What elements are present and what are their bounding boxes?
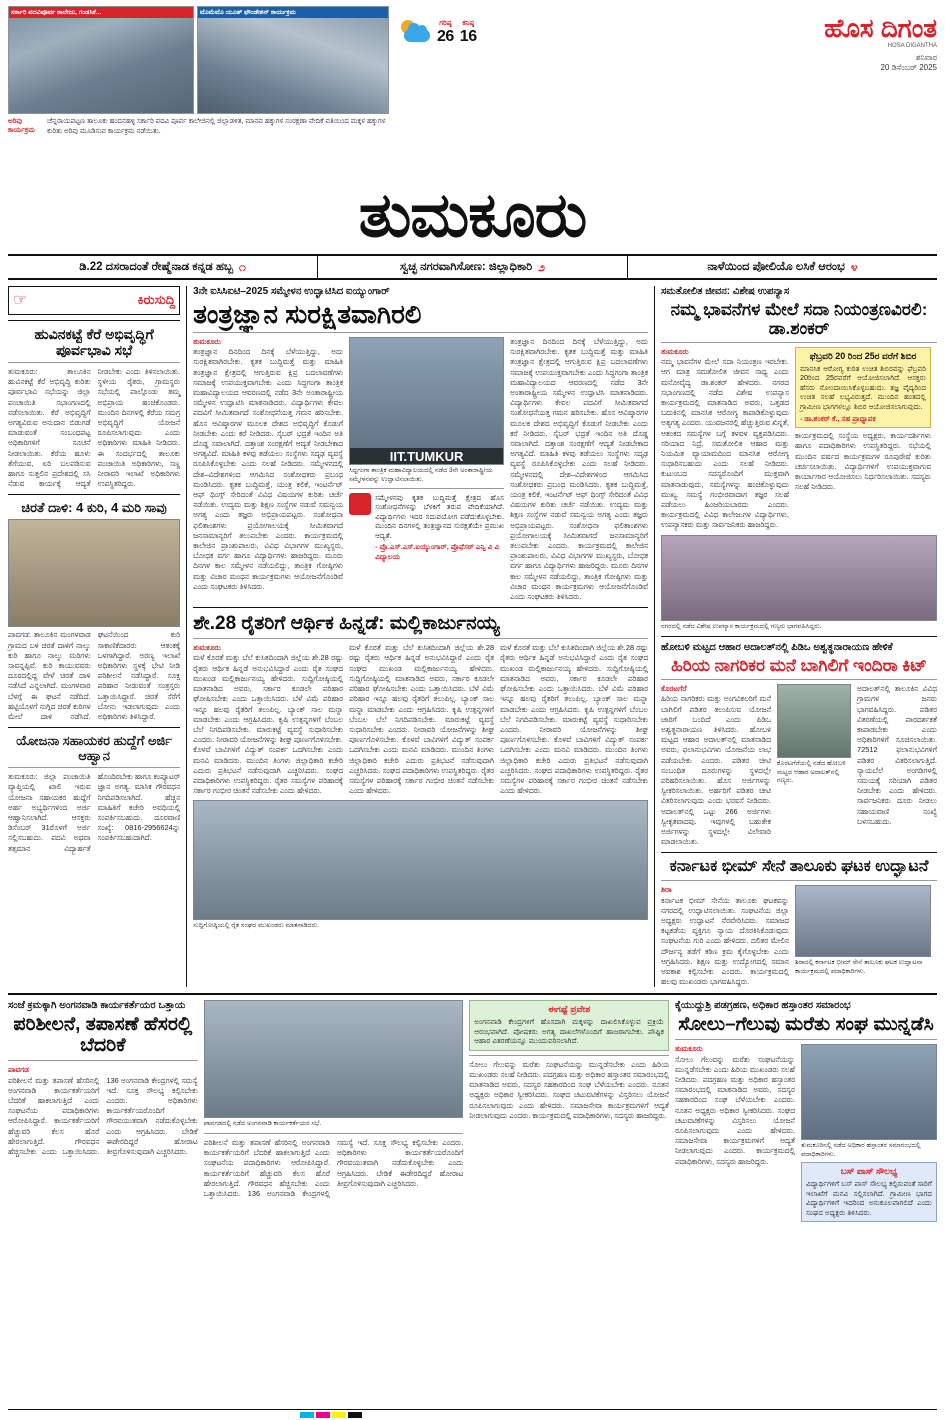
bhim-sene-headline: ಕರ್ನಾಟಕ ಭೀಮ್ ಸೇನೆ ತಾಲೂಕು ಘಟಕ ಉದ್ಘಾಟನೆ — [669, 858, 929, 876]
shankar-story-highlight-credit: - ಡಾ.ಶಂಕರ್ ಕೆ., ಸಹ ಪ್ರಾಧ್ಯಾಪಕ — [800, 413, 876, 423]
masthead-photo-block — [8, 6, 393, 136]
masthead-photo-2-caption: ಟೊಮೆಟೊ ಯೂತ್ ಫೌಂಡೇಶನ್ ಕಾರ್ಯಕ್ರಮ — [198, 7, 388, 18]
masthead-photo-1-caption: ಸರ್ಕಾರಿ ಪದವಿಪೂರ್ವ ಕಾಲೇಜು, ಗಂಡಸಿಕೆ... — [9, 7, 193, 18]
temp-min — [460, 20, 477, 46]
bhim-sene-body: ಕರ್ನಾಟಕ ಭೀಮ್ ಸೇನೆಯ ತಾಲೂಕು ಘಟಕವನ್ನು ನಗರದಲ್ಲಿ ಉದ್ಘಾಟಿಸಲಾಯಿತು. ಸಂಘಟನೆಯ ಜಿಲ್ಲಾ ಅಧ್ಯಕ್ಷರು ಉದ್ಘಾಟನೆ ನೆರವೇರಿಸಿದರು. ಸಮಾಜದ ಕಟ್ಟಕಡೆಯ ವ್ಯಕ್ತಿಗೂ ನ್ಯಾಯ ದೊರಕಿಸಿಕೊಡುವುದು ಸಂಘಟನೆಯ ಗುರಿ ಎಂದು ಹೇಳಿದರು. ದಲಿತರ ಮೇಲಿನ ದೌರ್ಜನ್ಯ ತಡೆಗೆ ಕಠಿಣ ಕ್ರಮ ಕೈಗೊಳ್ಳಬೇಕು ಎಂದು ಆಗ್ರಹಿಸಿದರು. ಶಿಕ್ಷಣ ಮತ್ತು ಉದ್ಯೋಗದಲ್ಲಿ ಸಮಾನ ಅವಕಾಶ ಕಲ್ಪಿಸಬೇಕು ಎಂದರು. ಕಾರ್ಯಕ್ರಮದಲ್ಲಿ ಹಲವು ಮುಖಂಡರು ಭಾಗವಹಿಸಿದ್ದರು. — [661, 895, 789, 987]
brand-name-latin: HOSA DIGANTHA — [887, 43, 937, 49]
index-item-2-page: ೨ — [538, 259, 545, 274]
masthead-date: 20 ಡಿಸೆಂಬರ್ 2025 — [880, 63, 937, 72]
lead-column — [193, 286, 648, 987]
anganwadi-greenbox-title: ಈಗಷ್ಟೆ ಪ್ರವೇಶ — [548, 1004, 591, 1015]
indira-kit-photo — [777, 684, 851, 758]
indira-kit-headline: ಹಿರಿಯ ನಾಗರಿಕರ ಮನೆ ಬಾಗಿಲಿಗೆ ಇಂದಿರಾ ಕಿಟ್ — [671, 656, 927, 676]
anganwadi-body-cont: ಪರಿಶೀಲನೆ ಮತ್ತು ತಪಾಸಣೆ ಹೆಸರಿನಲ್ಲಿ ಅಂಗನವಾಡಿ ಕಾರ್ಯಕರ್ತೆಯರಿಗೆ ಬೆದರಿಕೆ ಹಾಕಲಾಗುತ್ತಿದೆ ಎಂದು ಸಂಘಟನೆಯ ಪದಾಧಿಕಾರಿಗಳು ಆರೋಪಿಸಿದ್ದಾರೆ. ಕಾರ್ಯಕರ್ತೆಯರಿಗೆ ಹೆಚ್ಚುವರಿ ಕೆಲಸ ಹೊರೆ ಹೇರಲಾಗುತ್ತಿದೆ. ಗೌರವಧನ ಹೆಚ್ಚಿಸಬೇಕು ಎಂದು ಒತ್ತಾಯಿಸಿದರು. 136 ಅಂಗನವಾಡಿ ಕೇಂದ್ರಗಳಲ್ಲಿ ಸಮಸ್ಯೆ ಇದೆ. ಸೂಕ್ತ ಸೌಲಭ್ಯ ಕಲ್ಪಿಸಬೇಕು ಎಂದರು. ಅಧಿಕಾರಿಗಳು ಕಾರ್ಯಕರ್ತೆಯರೊಂದಿಗೆ ಗೌರವಯುತವಾಗಿ ನಡೆದುಕೊಳ್ಳಬೇಕು ಎಂದು ಆಗ್ರಹಿಸಿದರು. ಬೇಡಿಕೆ ಈಡೇರದಿದ್ದರೆ ಹೋರಾಟ ತೀವ್ರಗೊಳಿಸುವುದಾಗಿ ಎಚ್ಚರಿಸಿದರು. — [203, 1137, 464, 1198]
handover-body: ಸೋಲು ಗೆಲುವನ್ನು ಮರೆತು ಸಂಘಟನೆಯನ್ನು ಮುನ್ನಡೆಸಬೇಕು ಎಂದು ಹಿರಿಯ ಮುಖಂಡರು ಸಲಹೆ ನೀಡಿದರು. ಪದಗ್ರಹಣ ಮತ್ತು ಅಧಿಕಾರ ಹಸ್ತಾಂತರ ಸಮಾರಂಭದಲ್ಲಿ ಮಾತನಾಡಿದ ಅವರು, ಸದಸ್ಯರ ಸಹಕಾರದಿಂದ ಸಂಘ ಬೆಳೆಯಬೇಕು ಎಂದರು. ನೂತನ ಅಧ್ಯಕ್ಷರು ಅಧಿಕಾರ ಸ್ವೀಕರಿಸಿದರು. ಸಂಘದ ಚಟುವಟಿಕೆಗಳನ್ನು ವಿಸ್ತರಿಸಲು ಯೋಜನೆ ರೂಪಿಸಲಾಗುವುದು ಎಂದು ಹೇಳಿದರು. ಸಮಾಜಸೇವಾ ಕಾರ್ಯಕ್ರಮಗಳಿಗೆ ಆದ್ಯತೆ ನೀಡಲಾಗುವುದು ಎಂದರು. ಕಾರ್ಯಕ್ರಮದಲ್ಲಿ ಪದಾಧಿಕಾರಿಗಳು, ಸದಸ್ಯರು ಹಾಜರಿದ್ದರು. — [674, 1054, 795, 1166]
sidebar-story-3-headline: ಯೋಜನಾ ಸಹಾಯಕರ ಹುದ್ದೆಗೆ ಅರ್ಜಿ ಆಹ್ವಾನ — [16, 733, 173, 764]
bhim-sene-photo-caption: ಶಿರಾದಲ್ಲಿ ಕರ್ನಾಟಕ ಭೀಮ್ ಸೇನೆ ತಾಲೂಕು ಘಟಕ ಉದ್ಘಾಟನಾ ಕಾರ್ಯಕ್ರಮದಲ್ಲಿ ಪದಾಧಿಕಾರಿಗಳು. — [795, 959, 923, 975]
index-item-1[interactable] — [8, 256, 317, 278]
lead-story-dateline: ತುಮಕೂರು — [193, 337, 221, 346]
masthead-caption-text: ಚೆನ್ನರಾಯಪಟ್ಟಣ ತಾಲೂಕು ಹಂದನಹಳ್ಳಿ ಸರ್ಕಾರಿ ಪದವಿ ಪೂರ್ವ ಕಾಲೇಜಿನಲ್ಲಿ ಜಿಲ್ಲಾಡಳಿತ, ಮಾನವ ಹಕ್ಕುಗಳ ಸಂರಕ್ಷಣಾ ವೇದಿಕೆ ವತಿಯಿಂದ ಮಕ್ಕಳ ಹಕ್ಕುಗಳ ಕುರಿತು ಅರಿವು ಮೂಡಿಸುವ ಕಾರ್ಯಕ್ರಮ ನಡೆಯಿತು. — [47, 118, 386, 135]
masthead-caption-row — [8, 117, 393, 136]
anganwadi-greenbox-body: ಅಂಗನವಾಡಿ ಕೇಂದ್ರಗಳಿಗೆ ಹೊಸದಾಗಿ ಮಕ್ಕಳನ್ನು ದಾಖಲಿಸಿಕೊಳ್ಳುವ ಪ್ರಕ್ರಿಯೆ ಆರಂಭವಾಗಿದೆ. ಪೋಷಕರು ಅಗತ್ಯ ದಾಖಲೆಗಳೊಂದಿಗೆ ಹಾಜರಾಗಬೇಕು. ಪೌಷ್ಟಿಕ ಆಹಾರ ವಿತರಣೆಯನ್ನೂ ಮುಂದುವರಿಸಲಾಗಿದೆ. — [474, 1017, 664, 1046]
temp-max-label: ಗರಿಷ್ಠ — [439, 20, 452, 27]
temp-min-value: 16 — [459, 28, 477, 45]
index-bar — [8, 254, 937, 280]
main-content — [8, 286, 937, 987]
bhim-sene-photo — [795, 885, 931, 957]
index-item-1-page: ೧ — [239, 259, 246, 274]
kirusuddi-title: ಕಿರುಸುದ್ದಿ — [137, 292, 176, 307]
index-item-3-page: ೪ — [850, 259, 858, 274]
bus-pass-box-title: ಬಸ್ ಪಾಸ್ ಸೌಲಭ್ಯ — [840, 1166, 898, 1177]
lead-story-headline: ತಂತ್ರಜ್ಞಾನ ಸುರಕ್ಷಿತವಾಗಿರಲಿ — [193, 299, 422, 329]
lead-story-photo — [349, 337, 504, 465]
lead-story-photo-banner: IIT.TUMKUR — [350, 448, 503, 464]
lead-story-kicker: 3ನೇ ಐಸಿಸಿಐಟಿ–2025 ಸಮ್ಮೇಳನ ಉದ್ಘಾಟಿಸಿದ ಐಯ್ಯುಂಗಾರ್ — [193, 286, 390, 297]
temp-max-value: 26 — [437, 28, 454, 45]
sidebar-story-1-body: ತುಮಕೂರು: ತಾಲೂಕಿನ ಹುವಿನಕಟ್ಟೆ ಕೆರೆ ಅಭಿವೃದ್ಧಿ ಕುರಿತು ಪೂರ್ವಭಾವಿ ಸಭೆಯನ್ನು ಜಿಲ್ಲಾ ಪಂಚಾಯಿತಿ ಸಭಾಂಗಣದಲ್ಲಿ ನಡೆಸಲಾಯಿತು. ಕೆರೆ ಅಭಿವೃದ್ಧಿಗೆ ಅಗತ್ಯವಿರುವ ಅನುದಾನ ಬಿಡುಗಡೆ ಮಾಡುವಂತೆ ಸಂಬಂಧಪಟ್ಟ ಅಧಿಕಾರಿಗಳಿಗೆ ಸೂಚನೆ ನೀಡಲಾಯಿತು. ಕೆರೆಯ ಹೂಳು ತೆಗೆಯುವ, ಏರಿ ಬಲಪಡಿಸುವ ಹಾಗೂ ಸುತ್ತಲಿನ ಪ್ರದೇಶದಲ್ಲಿ ಸಸಿ ನೆಡುವ ಕಾರ್ಯಕ್ಕೆ ಆದ್ಯತೆ ನೀಡಬೇಕು ಎಂದು ತಿಳಿಸಲಾಯಿತು. ಸ್ಥಳೀಯ ರೈತರು, ಗ್ರಾಮಸ್ಥರು ಸಭೆಯಲ್ಲಿ ಪಾಲ್ಗೊಂಡು ತಮ್ಮ ಅಭಿಪ್ರಾಯ ಹಂಚಿಕೊಂಡರು. ಮುಂದಿನ ದಿನಗಳಲ್ಲಿ ಕೆರೆಯ ಸಮಗ್ರ ಅಭಿವೃದ್ಧಿಗೆ ಯೋಜನೆ ರೂಪಿಸಲಾಗುವುದು ಎಂದು ಅಧಿಕಾರಿಗಳು ಮಾಹಿತಿ ನೀಡಿದರು. ಈ ಸಂದರ್ಭದಲ್ಲಿ ತಾಲೂಕು ಪಂಚಾಯಿತಿ ಅಧಿಕಾರಿಗಳು, ಸಣ್ಣ ನೀರಾವರಿ ಇಲಾಖೆ ಅಧಿಕಾರಿಗಳು ಉಪಸ್ಥಿತರಿದ್ದರು. — [8, 367, 181, 489]
index-item-2[interactable] — [317, 256, 627, 278]
shankar-story-highlight-title: ಫೆಬ್ರವರಿ 20 ರಿಂದ 25ರ ವರೆಗೆ ಶಿಬಿರ — [809, 351, 917, 361]
brand-name: ಹೊಸ ದಿಗಂತ — [824, 13, 937, 43]
bottom-left-col2 — [204, 1000, 464, 1222]
footer-rule — [8, 1409, 937, 1410]
lead-story-quote-attribution: - ಪ್ರೊ.ಎಸ್.ಎಸ್.ಐಯ್ಯುಂಗಾರ್, ಪ್ರೊಫೆಸರ್ ಎನ್ವಿ ವಿ ವಿ ವಿದ್ಯಾಲಯ — [375, 542, 500, 562]
sidebar-column — [8, 286, 180, 987]
bus-pass-box-body: ವಿದ್ಯಾರ್ಥಿಗಳಿಗೆ ಬಸ್ ಪಾಸ್ ಸೌಲಭ್ಯ ಕಲ್ಪಿಸುವಂತೆ ಸಾರಿಗೆ ಇಲಾಖೆಗೆ ಮನವಿ ಸಲ್ಲಿಸಲಾಗಿದೆ. ಗ್ರಾಮೀಣ ಭಾಗದ ವಿದ್ಯಾರ್ಥಿಗಳಿಗೆ ಇದರಿಂದ ಅನುಕೂಲವಾಗಲಿದೆ ಎಂದು ಸಂಘದ ಅಧ್ಯಕ್ಷರು ತಿಳಿಸಿದರು. — [805, 1179, 932, 1217]
masthead-brand-block — [525, 6, 937, 73]
weather-block — [399, 6, 519, 50]
sidebar-story-2-headline: ಚಿರತೆ ದಾಳಿ: 4 ಕುರಿ, 4 ಮರಿ ಸಾವು — [21, 500, 167, 516]
shankar-story-highlight-body: ಮಾನಸಿಕ ಆರೋಗ್ಯ ಕುರಿತ ಉಚಿತ ಶಿಬಿರವನ್ನು ಫೆಬ್ರವರಿ 20ರಿಂದ 25ರವರೆಗೆ ಆಯೋಜಿಸಲಾಗಿದೆ. ಆಸಕ್ತರು ಹೆಸರು ನೋಂದಾಯಿಸಿಕೊಳ್ಳಬಹುದು. ತಜ್ಞ ವೈದ್ಯರಿಂದ ಉಚಿತ ಸಲಹೆ ಲಭ್ಯವಿರುತ್ತದೆ. ಮುಂದಿನ ಹಂತದಲ್ಲಿ ಗ್ರಾಮೀಣ ಭಾಗಗಳಲ್ಲೂ ಶಿಬಿರ ಆಯೋಜಿಸಲಾಗುವುದು. — [800, 363, 926, 411]
cmyk-registration-marks — [300, 1412, 362, 1418]
shankar-story-highlight-box — [795, 347, 931, 428]
index-item-3-text: ನಾಳೆಯಿಂದ ಪೋಲಿಯೊ ಲಸಿಕೆ ಆರಂಭ — [707, 260, 845, 273]
anganwadi-greenbox — [469, 1000, 669, 1050]
lead-story-body-col1: ತಂತ್ರಜ್ಞಾನ ದಿನದಿಂದ ದಿನಕ್ಕೆ ಬೆಳೆಯುತ್ತಿದ್ದು, ಅದು ಸುರಕ್ಷಿತವಾಗಿರಬೇಕು. ಕೃತಕ ಬುದ್ಧಿಮತ್ತೆ ಮತ್ತು ಮಾಹಿತಿ ತಂತ್ರಜ್ಞಾನ ಕ್ಷೇತ್ರದಲ್ಲಿ ಆಗುತ್ತಿರುವ ಕ್ಷಿಪ್ರ ಬದಲಾವಣೆಗಳು ಸಮಾಜಕ್ಕೆ ಉಪಯುಕ್ತವಾಗಬೇಕು ಎಂದು ಸಿದ್ಧಗಂಗಾ ತಾಂತ್ರಿಕ ಮಹಾವಿದ್ಯಾಲಯದ ಆವರಣದಲ್ಲಿ ನಡೆದ 3ನೇ ಅಂತಾರಾಷ್ಟ್ರೀಯ ಸಮ್ಮೇಳನ ಉದ್ಘಾಟಿಸಿ ಮಾತನಾಡಿದರು. ವಿದ್ಯಾರ್ಥಿಗಳು ಕೇವಲ ಪದವಿಗೆ ಸೀಮಿತವಾಗದೆ ಸಂಶೋಧನೆಯತ್ತ ಗಮನ ಹರಿಸಬೇಕು. ಹೊಸ ಆವಿಷ್ಕಾರಗಳ ಮೂಲಕ ದೇಶದ ಅಭಿವೃದ್ಧಿಗೆ ಕೊಡುಗೆ ನೀಡಬೇಕು ಎಂದು ಕರೆ ನೀಡಿದರು. ಸೈಬರ್ ಭದ್ರತೆ ಇಂದಿನ ಅತಿ ದೊಡ್ಡ ಸವಾಲಾಗಿದೆ. ದತ್ತಾಂಶ ಸಂರಕ್ಷಣೆಗೆ ಆದ್ಯತೆ ನೀಡಬೇಕಾದ ಅಗತ್ಯವಿದೆ. ಮಾಹಿತಿ ಕಳವು ತಡೆಯಲು ಸಂಸ್ಥೆಗಳು ಸದೃಢ ವ್ಯವಸ್ಥೆ ರೂಪಿಸಿಕೊಳ್ಳಬೇಕು ಎಂದು ಸಲಹೆ ನೀಡಿದರು. ಸಮ್ಮೇಳನದಲ್ಲಿ ದೇಶ–ವಿದೇಶಗಳಿಂದ ಆಗಮಿಸಿದ ಸಂಶೋಧಕರು ಪ್ರಬಂಧ ಮಂಡಿಸಿದರು. ಕೃತಕ ಬುದ್ಧಿಮತ್ತೆ, ಯಂತ್ರ ಕಲಿಕೆ, ಇಂಟರ್ನೆಟ್ ಆಫ್ ಥಿಂಗ್ಸ್ ಸೇರಿದಂತೆ ವಿವಿಧ ವಿಷಯಗಳ ಕುರಿತು ಚರ್ಚೆ ನಡೆಯಿತು. ಉದ್ಯಮ ಮತ್ತು ಶಿಕ್ಷಣ ಸಂಸ್ಥೆಗಳ ನಡುವೆ ಸಮನ್ವಯ ಅಗತ್ಯ ಎಂದು ತಜ್ಞರು ಅಭಿಪ್ರಾಯಪಟ್ಟರು. ಸಂಶೋಧನಾ ಫಲಿತಾಂಶಗಳು ಪ್ರಯೋಗಾಲಯಕ್ಕೆ ಸೀಮಿತವಾಗದೆ ಜನಸಾಮಾನ್ಯರಿಗೆ ತಲುಪಬೇಕು ಎಂದರು. ಕಾರ್ಯಕ್ರಮದಲ್ಲಿ ಕಾಲೇಜಿನ ಪ್ರಾಂಶುಪಾಲರು, ವಿವಿಧ ವಿಭಾಗಗಳ ಮುಖ್ಯಸ್ಥರು, ಬೋಧಕ ವರ್ಗ ಹಾಗೂ ವಿದ್ಯಾರ್ಥಿಗಳು ಹಾಜರಿದ್ದರು. ಮೂರು ದಿನಗಳ ಕಾಲ ಸಮ್ಮೇಳನ ನಡೆಯಲಿದ್ದು, ತಾಂತ್ರಿಕ ಗೋಷ್ಠಿಗಳು ಮತ್ತು ವಿಚಾರ ಮಂಥನ ಕಾರ್ಯಕ್ರಮಗಳು ಆಯೋಜನೆಗೊಂಡಿವೆ ಎಂದು ಸಂಘಟಕರು ತಿಳಿಸಿದರು. — [193, 347, 344, 591]
farmers-story-body-col2: ಮಳೆ ಕೊರತೆ ಮತ್ತು ಬೆಲೆ ಕುಸಿತದಿಂದಾಗಿ ಜಿಲ್ಲೆಯ ಶೇ.28 ರಷ್ಟು ರೈತರು ಆರ್ಥಿಕ ಹಿನ್ನಡೆ ಅನುಭವಿಸಿದ್ದಾರೆ ಎಂದು ರೈತ ಸಂಘದ ಮುಖಂಡ ಮಲ್ಲಿಕಾರ್ಜುನಯ್ಯ ಹೇಳಿದರು. ಸುದ್ದಿಗೋಷ್ಠಿಯಲ್ಲಿ ಮಾತನಾಡಿದ ಅವರು, ಸರ್ಕಾರ ಕೂಡಲೇ ಪರಿಹಾರ ಘೋಷಿಸಬೇಕು ಎಂದು ಒತ್ತಾಯಿಸಿದರು. ಬೆಳೆ ವಿಮೆ ಪರಿಹಾರ ಇನ್ನೂ ಹಲವು ರೈತರಿಗೆ ತಲುಪಿಲ್ಲ. ಬ್ಯಾಂಕ್ ಸಾಲ ಮನ್ನಾ ಮಾಡಬೇಕು ಎಂದು ಆಗ್ರಹಿಸಿದರು. ಕೃಷಿ ಉತ್ಪನ್ನಗಳಿಗೆ ಬೆಂಬಲ ಬೆಲೆ ನಿಗದಿಪಡಿಸಬೇಕು. ಮಾರುಕಟ್ಟೆ ವ್ಯವಸ್ಥೆ ಸುಧಾರಿಸಬೇಕು ಎಂದರು. ನೀರಾವರಿ ಯೋಜನೆಗಳನ್ನು ಶೀಘ್ರ ಪೂರ್ಣಗೊಳಿಸಬೇಕು. ಕೊಳವೆ ಬಾವಿಗಳಿಗೆ ವಿದ್ಯುತ್ ಸಂಪರ್ಕ ಒದಗಿಸಬೇಕು ಎಂದು ಮನವಿ ಮಾಡಿದರು. ಮುಂದಿನ ತಿಂಗಳು ಜಿಲ್ಲಾಧಿಕಾರಿ ಕಚೇರಿ ಎದುರು ಪ್ರತಿಭಟನೆ ನಡೆಸುವುದಾಗಿ ಎಚ್ಚರಿಸಿದರು. ಸಂಘದ ಪದಾಧಿಕಾರಿಗಳು ಉಪಸ್ಥಿತರಿದ್ದರು. ರೈತರ ಸಮಸ್ಯೆಗಳ ಪರಿಹಾರಕ್ಕೆ ಸರ್ಕಾರ ಗಂಭೀರ ಚಿಂತನೆ ನಡೆಸಬೇಕು ಎಂದು ಹೇಳಿದರು. — [349, 643, 495, 796]
quote-icon — [349, 493, 371, 515]
temp-max — [437, 20, 454, 46]
indira-kit-photo-caption: ಕೊರಟಗೆರೆಯಲ್ಲಿ ನಡೆದ ಹೋಬಳಿ ಮಟ್ಟದ ಆಹಾರ ಅದಾಲತ್‌ನಲ್ಲಿ ಗಣ್ಯರು. — [777, 760, 846, 785]
handover-photo-caption: ತುಮಕೂರಿನಲ್ಲಿ ನಡೆದ ಅಧಿಕಾರ ಹಸ್ತಾಂತರ ಸಮಾರಂಭದಲ್ಲಿ ಪದಾಧಿಕಾರಿಗಳು. — [800, 1142, 921, 1158]
masthead — [8, 6, 937, 192]
masthead-caption-label: ಅರಿವು ಕಾರ್ಯಕ್ರಮ — [8, 118, 35, 134]
anganwadi-photo-caption: ಪಾವಗಡದಲ್ಲಿ ನಡೆದ ಅಂಗನವಾಡಿ ಕಾರ್ಯಕರ್ತೆಯರ ಸಭೆ. — [203, 1120, 322, 1128]
bottom-left-col1 — [8, 1000, 198, 1222]
lead-story-photo-caption: ಸಿದ್ಧಗಂಗಾ ತಾಂತ್ರಿಕ ಮಹಾವಿದ್ಯಾಲಯದಲ್ಲಿ ನಡೆದ 3ನೇ ಅಂತಾರಾಷ್ಟ್ರೀಯ ಸಮ್ಮೇಳನವನ್ನು ಉದ್ಘಾಟಿಸಲಾಯಿತು. — [349, 467, 493, 483]
sidebar-story-3-body: ತುಮಕೂರು: ಜಿಲ್ಲಾ ಪಂಚಾಯಿತಿ ವ್ಯಾಪ್ತಿಯಲ್ಲಿ ಖಾಲಿ ಇರುವ ಯೋಜನಾ ಸಹಾಯಕರ ಹುದ್ದೆಗೆ ಅರ್ಹ ಅಭ್ಯರ್ಥಿಗಳಿಂದ ಅರ್ಜಿ ಆಹ್ವಾನಿಸಲಾಗಿದೆ. ಆಸಕ್ತರು ಡಿಸೆಂಬರ್ 31ರೊಳಗೆ ಅರ್ಜಿ ಸಲ್ಲಿಸಬಹುದು. ಪದವಿ ಅಥವಾ ತತ್ಸಮಾನ ವಿದ್ಯಾರ್ಹತೆ ಹೊಂದಿರಬೇಕು ಹಾಗೂ ಕಂಪ್ಯೂಟರ್ ಜ್ಞಾನ ಅಗತ್ಯ. ಮಾಸಿಕ ಗೌರವಧನ ನಿಗದಿಪಡಿಸಲಾಗಿದೆ. ಹೆಚ್ಚಿನ ಮಾಹಿತಿಗೆ ಕಚೇರಿ ಅವಧಿಯಲ್ಲಿ ಸಂಪರ್ಕಿಸಬಹುದು. ದೂರವಾಣಿ ಸಂಖ್ಯೆ: 0816-2956624ನ್ನು ಸಂಪರ್ಕಿಸಬಹುದಾಗಿದೆ. — [8, 772, 181, 853]
anganwadi-photo — [204, 1000, 464, 1118]
sidebar-story-1-headline: ಹುವಿನಕಟ್ಟೆ ಕೆರೆ ಅಭಿವೃದ್ಧಿಗೆ ಪೂರ್ವಭಾವಿ ಸಭೆ — [34, 326, 154, 358]
index-item-1-text: ಡಿ.22 ದಸರಾದಂತೆ ರೇಷ್ಮೆನಾಡ ಕನ್ನಡ ಹಬ್ಬ — [79, 260, 234, 273]
lead-story-quote — [349, 493, 504, 562]
farmers-story-body-col3: ಮಳೆ ಕೊರತೆ ಮತ್ತು ಬೆಲೆ ಕುಸಿತದಿಂದಾಗಿ ಜಿಲ್ಲೆಯ ಶೇ.28 ರಷ್ಟು ರೈತರು ಆರ್ಥಿಕ ಹಿನ್ನಡೆ ಅನುಭವಿಸಿದ್ದಾರೆ ಎಂದು ರೈತ ಸಂಘದ ಮುಖಂಡ ಮಲ್ಲಿಕಾರ್ಜುನಯ್ಯ ಹೇಳಿದರು. ಸುದ್ದಿಗೋಷ್ಠಿಯಲ್ಲಿ ಮಾತನಾಡಿದ ಅವರು, ಸರ್ಕಾರ ಕೂಡಲೇ ಪರಿಹಾರ ಘೋಷಿಸಬೇಕು ಎಂದು ಒತ್ತಾಯಿಸಿದರು. ಬೆಳೆ ವಿಮೆ ಪರಿಹಾರ ಇನ್ನೂ ಹಲವು ರೈತರಿಗೆ ತಲುಪಿಲ್ಲ. ಬ್ಯಾಂಕ್ ಸಾಲ ಮನ್ನಾ ಮಾಡಬೇಕು ಎಂದು ಆಗ್ರಹಿಸಿದರು. ಕೃಷಿ ಉತ್ಪನ್ನಗಳಿಗೆ ಬೆಂಬಲ ಬೆಲೆ ನಿಗದಿಪಡಿಸಬೇಕು. ಮಾರುಕಟ್ಟೆ ವ್ಯವಸ್ಥೆ ಸುಧಾರಿಸಬೇಕು ಎಂದರು. ನೀರಾವರಿ ಯೋಜನೆಗಳನ್ನು ಶೀಘ್ರ ಪೂರ್ಣಗೊಳಿಸಬೇಕು. ಕೊಳವೆ ಬಾವಿಗಳಿಗೆ ವಿದ್ಯುತ್ ಸಂಪರ್ಕ ಒದಗಿಸಬೇಕು ಎಂದು ಮನವಿ ಮಾಡಿದರು. ಮುಂದಿನ ತಿಂಗಳು ಜಿಲ್ಲಾಧಿಕಾರಿ ಕಚೇರಿ ಎದುರು ಪ್ರತಿಭಟನೆ ನಡೆಸುವುದಾಗಿ ಎಚ್ಚರಿಸಿದರು. ಸಂಘದ ಪದಾಧಿಕಾರಿಗಳು ಉಪಸ್ಥಿತರಿದ್ದರು. ರೈತರ ಸಮಸ್ಯೆಗಳ ಪರಿಹಾರಕ್ಕೆ ಸರ್ಕಾರ ಗಂಭೀರ ಚಿಂತನೆ ನಡೆಸಬೇಕು ಎಂದು ಹೇಳಿದರು. — [500, 643, 649, 796]
shankar-story-body-col1: ನಮ್ಮ ಭಾವನೆಗಳ ಮೇಲೆ ಸದಾ ನಿಯಂತ್ರಣ ಇರಬೇಕು. ಆಗ ಮಾತ್ರ ಸಮತೋಲಿತ ಜೀವನ ಸಾಧ್ಯ ಎಂದು ಮನೋವೈದ್ಯ ಡಾ.ಶಂಕರ್ ಹೇಳಿದರು. ನಗರದ ಸಭಾಂಗಣದಲ್ಲಿ ನಡೆದ ವಿಶೇಷ ಉಪನ್ಯಾಸ ಕಾರ್ಯಕ್ರಮದಲ್ಲಿ ಮಾತನಾಡಿದ ಅವರು, ಒತ್ತಡದ ಬದುಕಿನಲ್ಲಿ ಮಾನಸಿಕ ಆರೋಗ್ಯ ಕಾಪಾಡಿಕೊಳ್ಳುವುದು ಅತ್ಯಗತ್ಯ ಎಂದರು. ಯುವಜನರಲ್ಲಿ ಹೆಚ್ಚುತ್ತಿರುವ ಖಿನ್ನತೆ, ಆತಂಕದ ಸಮಸ್ಯೆಗಳ ಬಗ್ಗೆ ಕಳವಳ ವ್ಯಕ್ತಪಡಿಸಿದರು. ಸರಿಯಾದ ನಿದ್ರೆ, ಸಮತೋಲಿತ ಆಹಾರ ಮತ್ತು ನಿಯಮಿತ ವ್ಯಾಯಾಮದಿಂದ ಮಾನಸಿಕ ಆರೋಗ್ಯ ಸುಧಾರಿಸಬಹುದು ಎಂದು ಸಲಹೆ ನೀಡಿದರು. ಕುಟುಂಬದ ಸದಸ್ಯರೊಂದಿಗೆ ಮುಕ್ತವಾಗಿ ಮಾತನಾಡುವುದು, ಸಮಸ್ಯೆಗಳನ್ನು ಹಂಚಿಕೊಳ್ಳುವುದು ಮುಖ್ಯ. ಸಮಸ್ಯೆ ಗಂಭೀರವಾದಾಗ ತಜ್ಞರ ಸಲಹೆ ಪಡೆಯಲು ಹಿಂಜರಿಯಬಾರದು ಎಂದರು. ಕಾರ್ಯಕ್ರಮದಲ್ಲಿ ವಿವಿಧ ಕಾಲೇಜುಗಳ ವಿದ್ಯಾರ್ಥಿಗಳು, ಉಪನ್ಯಾಸಕರು ಮತ್ತು ಸಾರ್ವಜನಿಕರು ಹಾಜರಿದ್ದರು. — [661, 357, 789, 530]
pointing-hand-icon: ☞ — [13, 292, 28, 309]
handover-dateline: ತುಮಕೂರು — [674, 1044, 703, 1054]
anganwadi-dateline: ಪಾವಗಡ — [8, 1065, 29, 1075]
sidebar-story-2-body: ಪಾವಗಡ: ತಾಲೂಕಿನ ಮಂಗಳವಾಡ ಗ್ರಾಮದ ಬಳಿ ಚಿರತೆ ದಾಳಿಗೆ ನಾಲ್ಕು ಕುರಿ ಹಾಗೂ ನಾಲ್ಕು ಮರಿಗಳು ಸಾವನ್ನಪ್ಪಿವೆ. ಕುರಿ ಕಾಯುವವರು ದೂರದಲ್ಲಿದ್ದ ವೇಳೆ ಚಿರತೆ ದಾಳಿ ನಡೆಸಿದೆ ಎನ್ನಲಾಗಿದೆ. ಮಂಗಳವಾರ ಬೆಳಗ್ಗೆ ಈ ಘಟನೆ ನಡೆದಿದೆ. ಹಟ್ಟಿಯೊಳಗೆ ನುಗ್ಗಿದ ಚಿರತೆ ಕುರಿಗಳ ಮೇಲೆ ದಾಳಿ ನಡೆಸಿದೆ. ಘಟನೆಯಿಂದ ಕುರಿ ಸಾಕಾಣಿಕೆದಾರರು ಆತಂಕಕ್ಕೆ ಒಳಗಾಗಿದ್ದಾರೆ. ಅರಣ್ಯ ಇಲಾಖೆ ಅಧಿಕಾರಿಗಳು ಸ್ಥಳಕ್ಕೆ ಭೇಟಿ ನೀಡಿ ಪರಿಶೀಲನೆ ನಡೆಸಿದ್ದಾರೆ. ಸೂಕ್ತ ಪರಿಹಾರ ನೀಡುವಂತೆ ಸಂತ್ರಸ್ತರು ಒತ್ತಾಯಿಸಿದ್ದಾರೆ. ಚಿರತೆ ಸೆರೆಗೆ ಬೋನು ಇಡಲಾಗುವುದು ಎಂದು ಅಧಿಕಾರಿಗಳು ತಿಳಿಸಿದ್ದಾರೆ. — [8, 630, 181, 722]
column-divider-2 — [654, 286, 655, 987]
anganwadi-kicker: ಸಂಜೆ ಕ್ರಮಕ್ಕಾಗಿ ಅಂಗನವಾಡಿ ಕಾರ್ಯಕರ್ತೆಯರ ಒತ್ತಾಯ — [8, 1000, 186, 1012]
farmers-story-dateline: ತುಮಕೂರು — [193, 643, 221, 653]
bottom-section — [8, 993, 937, 1222]
right-column — [661, 286, 937, 987]
indira-kit-side-body: ಅದಾಲತ್‌ನಲ್ಲಿ ತಾಲೂಕಿನ ವಿವಿಧ ಗ್ರಾಮಗಳ ಜನರು ಭಾಗವಹಿಸಿದ್ದರು. ಪಡಿತರ ವಿತರಣೆಯಲ್ಲಿ ಪಾರದರ್ಶಕತೆ ಕಾಪಾಡಬೇಕು ಎಂದು ಅಧಿಕಾರಿಗಳಿಗೆ ಸೂಚಿಸಲಾಯಿತು. 72512 ಫಲಾನುಭವಿಗಳಿಗೆ ಪಡಿತರ ವಿತರಿಸಲಾಗುತ್ತಿದೆ. ನ್ಯಾಯಬೆಲೆ ಅಂಗಡಿಗಳಲ್ಲಿ ಸಮಯಕ್ಕೆ ಸರಿಯಾಗಿ ಪಡಿತರ ನೀಡಬೇಕು ಎಂದು ಹೇಳಿದರು. ಸಾರ್ವಜನಿಕರು ದೂರು ನೀಡಲು ಸಹಾಯವಾಣಿ ಸಂಖ್ಯೆ ಬಳಸಬಹುದು. — [857, 684, 937, 826]
temp-min-label: ಕನಿಷ್ಠ — [462, 20, 475, 27]
masthead-photos — [8, 6, 393, 114]
lead-story-body-col3: ತಂತ್ರಜ್ಞಾನ ದಿನದಿಂದ ದಿನಕ್ಕೆ ಬೆಳೆಯುತ್ತಿದ್ದು, ಅದು ಸುರಕ್ಷಿತವಾಗಿರಬೇಕು. ಕೃತಕ ಬುದ್ಧಿಮತ್ತೆ ಮತ್ತು ಮಾಹಿತಿ ತಂತ್ರಜ್ಞಾನ ಕ್ಷೇತ್ರದಲ್ಲಿ ಆಗುತ್ತಿರುವ ಕ್ಷಿಪ್ರ ಬದಲಾವಣೆಗಳು ಸಮಾಜಕ್ಕೆ ಉಪಯುಕ್ತವಾಗಬೇಕು ಎಂದು ಸಿದ್ಧಗಂಗಾ ತಾಂತ್ರಿಕ ಮಹಾವಿದ್ಯಾಲಯದ ಆವರಣದಲ್ಲಿ ನಡೆದ 3ನೇ ಅಂತಾರಾಷ್ಟ್ರೀಯ ಸಮ್ಮೇಳನ ಉದ್ಘಾಟಿಸಿ ಮಾತನಾಡಿದರು. ವಿದ್ಯಾರ್ಥಿಗಳು ಕೇವಲ ಪದವಿಗೆ ಸೀಮಿತವಾಗದೆ ಸಂಶೋಧನೆಯತ್ತ ಗಮನ ಹರಿಸಬೇಕು. ಹೊಸ ಆವಿಷ್ಕಾರಗಳ ಮೂಲಕ ದೇಶದ ಅಭಿವೃದ್ಧಿಗೆ ಕೊಡುಗೆ ನೀಡಬೇಕು ಎಂದು ಕರೆ ನೀಡಿದರು. ಸೈಬರ್ ಭದ್ರತೆ ಇಂದಿನ ಅತಿ ದೊಡ್ಡ ಸವಾಲಾಗಿದೆ. ದತ್ತಾಂಶ ಸಂರಕ್ಷಣೆಗೆ ಆದ್ಯತೆ ನೀಡಬೇಕಾದ ಅಗತ್ಯವಿದೆ. ಮಾಹಿತಿ ಕಳವು ತಡೆಯಲು ಸಂಸ್ಥೆಗಳು ಸದೃಢ ವ್ಯವಸ್ಥೆ ರೂಪಿಸಿಕೊಳ್ಳಬೇಕು ಎಂದು ಸಲಹೆ ನೀಡಿದರು. ಸಮ್ಮೇಳನದಲ್ಲಿ ದೇಶ–ವಿದೇಶಗಳಿಂದ ಆಗಮಿಸಿದ ಸಂಶೋಧಕರು ಪ್ರಬಂಧ ಮಂಡಿಸಿದರು. ಕೃತಕ ಬುದ್ಧಿಮತ್ತೆ, ಯಂತ್ರ ಕಲಿಕೆ, ಇಂಟರ್ನೆಟ್ ಆಫ್ ಥಿಂಗ್ಸ್ ಸೇರಿದಂತೆ ವಿವಿಧ ವಿಷಯಗಳ ಕುರಿತು ಚರ್ಚೆ ನಡೆಯಿತು. ಉದ್ಯಮ ಮತ್ತು ಶಿಕ್ಷಣ ಸಂಸ್ಥೆಗಳ ನಡುವೆ ಸಮನ್ವಯ ಅಗತ್ಯ ಎಂದು ತಜ್ಞರು ಅಭಿಪ್ರಾಯಪಟ್ಟರು. ಸಂಶೋಧನಾ ಫಲಿತಾಂಶಗಳು ಪ್ರಯೋಗಾಲಯಕ್ಕೆ ಸೀಮಿತವಾಗದೆ ಜನಸಾಮಾನ್ಯರಿಗೆ ತಲುಪಬೇಕು ಎಂದರು. ಕಾರ್ಯಕ್ರಮದಲ್ಲಿ ಕಾಲೇಜಿನ ಪ್ರಾಂಶುಪಾಲರು, ವಿವಿಧ ವಿಭಾಗಗಳ ಮುಖ್ಯಸ್ಥರು, ಬೋಧಕ ವರ್ಗ ಹಾಗೂ ವಿದ್ಯಾರ್ಥಿಗಳು ಹಾಜರಿದ್ದರು. ಮೂರು ದಿನಗಳ ಕಾಲ ಸಮ್ಮೇಳನ ನಡೆಯಲಿದ್ದು, ತಾಂತ್ರಿಕ ಗೋಷ್ಠಿಗಳು ಮತ್ತು ವಿಚಾರ ಮಂಥನ ಕಾರ್ಯಕ್ರಮಗಳು ಆಯೋಜನೆಗೊಂಡಿವೆ ಎಂದು ಸಂಘಟಕರು ತಿಳಿಸಿದರು. — [510, 337, 649, 602]
bottom-right-body-col1: ಸೋಲು ಗೆಲುವನ್ನು ಮರೆತು ಸಂಘಟನೆಯನ್ನು ಮುನ್ನಡೆಸಬೇಕು ಎಂದು ಹಿರಿಯ ಮುಖಂಡರು ಸಲಹೆ ನೀಡಿದರು. ಪದಗ್ರಹಣ ಮತ್ತು ಅಧಿಕಾರ ಹಸ್ತಾಂತರ ಸಮಾರಂಭದಲ್ಲಿ ಮಾತನಾಡಿದ ಅವರು, ಸದಸ್ಯರ ಸಹಕಾರದಿಂದ ಸಂಘ ಬೆಳೆಯಬೇಕು ಎಂದರು. ನೂತನ ಅಧ್ಯಕ್ಷರು ಅಧಿಕಾರ ಸ್ವೀಕರಿಸಿದರು. ಸಂಘದ ಚಟುವಟಿಕೆಗಳನ್ನು ವಿಸ್ತರಿಸಲು ಯೋಜನೆ ರೂಪಿಸಲಾಗುವುದು ಎಂದು ಹೇಳಿದರು. ಸಮಾಜಸೇವಾ ಕಾರ್ಯಕ್ರಮಗಳಿಗೆ ಆದ್ಯತೆ ನೀಡಲಾಗುವುದು ಎಂದರು. ಕಾರ್ಯಕ್ರಮದಲ್ಲಿ ಪದಾಧಿಕಾರಿಗಳು, ಸದಸ್ಯರು ಹಾಜರಿದ್ದರು. — [469, 1059, 669, 1120]
bus-pass-box — [801, 1162, 937, 1222]
indira-kit-kicker: ಹೋಬಳಿ ಮಟ್ಟದ ಆಹಾರ ಅದಾಲತ್‌ನಲ್ಲಿ ಪಿಡಿಒ ಅಶ್ವತ್ಥನಾರಾಯಣ ಹೇಳಿಕೆ — [661, 642, 893, 654]
anganwadi-body: ಪರಿಶೀಲನೆ ಮತ್ತು ತಪಾಸಣೆ ಹೆಸರಿನಲ್ಲಿ ಅಂಗನವಾಡಿ ಕಾರ್ಯಕರ್ತೆಯರಿಗೆ ಬೆದರಿಕೆ ಹಾಕಲಾಗುತ್ತಿದೆ ಎಂದು ಸಂಘಟನೆಯ ಪದಾಧಿಕಾರಿಗಳು ಆರೋಪಿಸಿದ್ದಾರೆ. ಕಾರ್ಯಕರ್ತೆಯರಿಗೆ ಹೆಚ್ಚುವರಿ ಕೆಲಸ ಹೊರೆ ಹೇರಲಾಗುತ್ತಿದೆ. ಗೌರವಧನ ಹೆಚ್ಚಿಸಬೇಕು ಎಂದು ಒತ್ತಾಯಿಸಿದರು. 136 ಅಂಗನವಾಡಿ ಕೇಂದ್ರಗಳಲ್ಲಿ ಸಮಸ್ಯೆ ಇದೆ. ಸೂಕ್ತ ಸೌಲಭ್ಯ ಕಲ್ಪಿಸಬೇಕು ಎಂದರು. ಅಧಿಕಾರಿಗಳು ಕಾರ್ಯಕರ್ತೆಯರೊಂದಿಗೆ ಗೌರವಯುತವಾಗಿ ನಡೆದುಕೊಳ್ಳಬೇಕು ಎಂದು ಆಗ್ರಹಿಸಿದರು. ಬೇಡಿಕೆ ಈಡೇರದಿದ್ದರೆ ಹೋರಾಟ ತೀವ್ರಗೊಳಿಸುವುದಾಗಿ ಎಚ್ಚರಿಸಿದರು. — [8, 1075, 198, 1157]
handover-kicker: ಕೈಯುದ್ದುಶ್ರಿ ಪಡಗ್ರಹಣ, ಅಧಿಕಾರ ಹಸ್ತಾಂತರ ಸಮಾರಂಭ — [674, 1000, 851, 1012]
anganwadi-headline: ಪರಿಶೀಲನೆ, ತಪಾಸಣೆ ಹೆಸರಲ್ಲಿ ಬೆದರಿಕೆ — [13, 1014, 193, 1057]
weather-icon — [399, 20, 433, 50]
indira-kit-dateline: ಕೊರಟಗೆರೆ — [661, 684, 687, 694]
shankar-story-photo — [661, 535, 937, 621]
indira-kit-body-col1: ಹಿರಿಯ ನಾಗರಿಕರು ಮತ್ತು ಅಂಗವಿಕಲರಿಗೆ ಮನೆ ಬಾಗಿಲಿಗೆ ಪಡಿತರ ತಲುಪಿಸುವ ಯೋಜನೆ ಜಾರಿಗೆ ಬಂದಿದೆ ಎಂದು ಪಿಡಿಒ ಅಶ್ವತ್ಥನಾರಾಯಣ ತಿಳಿಸಿದರು. ಹೋಬಳಿ ಮಟ್ಟದ ಆಹಾರ ಅದಾಲತ್‌ನಲ್ಲಿ ಮಾತನಾಡಿದ ಅವರು, ಫಲಾನುಭವಿಗಳು ಯೋಜನೆಯ ಲಾಭ ಪಡೆಯಬೇಕು ಎಂದರು. ಪಡಿತರ ಚೀಟಿ ಸಂಬಂಧಿತ ದೂರುಗಳನ್ನು ಸ್ಥಳದಲ್ಲೇ ಪರಿಹರಿಸಲಾಯಿತು. ಹೊಸ ಅರ್ಜಿಗಳನ್ನು ಸ್ವೀಕರಿಸಲಾಯಿತು. ಅರ್ಹರಿಗೆ ಪಡಿತರ ಚೀಟಿ ವಿತರಿಸಲಾಗುವುದು ಎಂದು ಭರವಸೆ ನೀಡಿದರು. ಅದಾಲತ್‌ನಲ್ಲಿ ಒಟ್ಟು 266 ಅರ್ಜಿಗಳು ಸ್ವೀಕೃತವಾದವು. ಇವುಗಳಲ್ಲಿ ಬಹುತೇಕ ಅರ್ಜಿಗಳನ್ನು ಸ್ಥಳದಲ್ಲೇ ವಿಲೇವಾರಿ ಮಾಡಲಾಯಿತು. — [661, 694, 771, 847]
handover-photo — [801, 1044, 937, 1140]
lead-story-quote-text: ಸಮ್ಮೇಳನವು ಕೃತಕ ಬುದ್ಧಿಮತ್ತೆ ಕ್ಷೇತ್ರದ ಹೊಸ ಸಂಶೋಧನೆಗಳನ್ನು ಬೆಳಕಿಗೆ ತರುವ ವೇದಿಕೆಯಾಗಿದೆ. ವಿದ್ಯಾರ್ಥಿಗಳು ಇದರ ಸದುಪಯೋಗ ಪಡೆದುಕೊಳ್ಳಬೇಕು. ಮುಂದಿನ ದಿನಗಳಲ್ಲಿ ತಂತ್ರಜ್ಞಾನದ ಸುರಕ್ಷತೆಯೇ ಪ್ರಮುಖ ಆದ್ಯತೆ. — [375, 493, 505, 540]
bhim-sene-dateline: ಶಿರಾ — [661, 885, 672, 895]
shankar-story-dateline: ತುಮಕೂರು — [661, 347, 689, 356]
farmers-story-headline: ಶೇ.28 ರೈತರಿಗೆ ಆರ್ಥಿಕ ಹಿನ್ನಡೆ: ಮಲ್ಲಿಕಾರ್ಜುನಯ್ಯ — [193, 613, 500, 635]
farmers-story-body-col1: ಮಳೆ ಕೊರತೆ ಮತ್ತು ಬೆಲೆ ಕುಸಿತದಿಂದಾಗಿ ಜಿಲ್ಲೆಯ ಶೇ.28 ರಷ್ಟು ರೈತರು ಆರ್ಥಿಕ ಹಿನ್ನಡೆ ಅನುಭವಿಸಿದ್ದಾರೆ ಎಂದು ರೈತ ಸಂಘದ ಮುಖಂಡ ಮಲ್ಲಿಕಾರ್ಜುನಯ್ಯ ಹೇಳಿದರು. ಸುದ್ದಿಗೋಷ್ಠಿಯಲ್ಲಿ ಮಾತನಾಡಿದ ಅವರು, ಸರ್ಕಾರ ಕೂಡಲೇ ಪರಿಹಾರ ಘೋಷಿಸಬೇಕು ಎಂದು ಒತ್ತಾಯಿಸಿದರು. ಬೆಳೆ ವಿಮೆ ಪರಿಹಾರ ಇನ್ನೂ ಹಲವು ರೈತರಿಗೆ ತಲುಪಿಲ್ಲ. ಬ್ಯಾಂಕ್ ಸಾಲ ಮನ್ನಾ ಮಾಡಬೇಕು ಎಂದು ಆಗ್ರಹಿಸಿದರು. ಕೃಷಿ ಉತ್ಪನ್ನಗಳಿಗೆ ಬೆಂಬಲ ಬೆಲೆ ನಿಗದಿಪಡಿಸಬೇಕು. ಮಾರುಕಟ್ಟೆ ವ್ಯವಸ್ಥೆ ಸುಧಾರಿಸಬೇಕು ಎಂದರು. ನೀರಾವರಿ ಯೋಜನೆಗಳನ್ನು ಶೀಘ್ರ ಪೂರ್ಣಗೊಳಿಸಬೇಕು. ಕೊಳವೆ ಬಾವಿಗಳಿಗೆ ವಿದ್ಯುತ್ ಸಂಪರ್ಕ ಒದಗಿಸಬೇಕು ಎಂದು ಮನವಿ ಮಾಡಿದರು. ಮುಂದಿನ ತಿಂಗಳು ಜಿಲ್ಲಾಧಿಕಾರಿ ಕಚೇರಿ ಎದುರು ಪ್ರತಿಭಟನೆ ನಡೆಸುವುದಾಗಿ ಎಚ್ಚರಿಸಿದರು. ಸಂಘದ ಪದಾಧಿಕಾರಿಗಳು ಉಪಸ್ಥಿತರಿದ್ದರು. ರೈತರ ಸಮಸ್ಯೆಗಳ ಪರಿಹಾರಕ್ಕೆ ಸರ್ಕಾರ ಗಂಭೀರ ಚಿಂತನೆ ನಡೆಸಬೇಕು ಎಂದು ಹೇಳಿದರು. — [193, 653, 344, 796]
column-divider-1 — [186, 286, 187, 987]
index-item-2-text: ಸ್ವಚ್ಛ ನಗರವಾಗಿಸೋಣ: ಜಿಲ್ಲಾಧಿಕಾರಿ — [399, 260, 533, 273]
masthead-day: ಶನಿವಾರ — [915, 53, 937, 62]
sidebar-story-2-photo — [8, 519, 180, 627]
index-item-3[interactable] — [627, 256, 937, 278]
bottom-greenbox-col — [469, 1000, 669, 1222]
shankar-story-kicker: ಸಮತೋಲಿತ ಜೀವನ: ವಿಶೇಷ ಉಪನ್ಯಾಸ — [661, 286, 790, 297]
kirusuddi-box — [8, 286, 180, 315]
shankar-story-photo-caption: ನಗರದಲ್ಲಿ ನಡೆದ ವಿಶೇಷ ಉಪನ್ಯಾಸ ಕಾರ್ಯಕ್ರಮದಲ್ಲಿ ಗಣ್ಯರು ಭಾಗವಹಿಸಿದ್ದರು. — [661, 622, 822, 630]
masthead-dateline — [525, 53, 937, 73]
edition-title: ತುಮಕೂರು — [358, 181, 587, 250]
bottom-right-col — [675, 1000, 937, 1222]
farmers-story-photo-caption: ಸುದ್ದಿಗೋಷ್ಠಿಯಲ್ಲಿ ರೈತ ಸಂಘದ ಮುಖಂಡರು ಮಾತನಾಡಿದರು. — [193, 922, 319, 930]
shankar-story-headline: ನಮ್ಮ ಭಾವನೆಗಳ ಮೇಲೆ ಸದಾ ನಿಯಂತ್ರಣವಿರಲಿ: ಡಾ.ಶಂಕರ್ — [670, 300, 928, 338]
handover-headline: ಸೋಲು–ಗೆಲುವು ಮರೆತು ಸಂಘ ಮುನ್ನಡೆಸಿ — [678, 1014, 934, 1036]
masthead-photo-2 — [197, 6, 389, 114]
shankar-story-side-body: ಕಾರ್ಯಕ್ರಮದಲ್ಲಿ ಸಂಸ್ಥೆಯ ಅಧ್ಯಕ್ಷರು, ಕಾರ್ಯದರ್ಶಿಗಳು ಹಾಗೂ ಪದಾಧಿಕಾರಿಗಳು ಉಪಸ್ಥಿತರಿದ್ದರು. ಸಭೆಯಲ್ಲಿ ಮುಂದಿನ ವರ್ಷದ ಕಾರ್ಯಕ್ರಮಗಳ ರೂಪುರೇಷೆ ಕುರಿತು ಚರ್ಚಿಸಲಾಯಿತು. ವಿದ್ಯಾರ್ಥಿಗಳಿಗೆ ಉಪಯುಕ್ತವಾಗುವ ಕಾರ್ಯಾಗಾರ ಆಯೋಜಿಸಲು ನಿರ್ಧರಿಸಲಾಯಿತು. ಸದಸ್ಯರು ಸಲಹೆ ನೀಡಿದರು. — [795, 431, 931, 492]
farmers-story-photo — [193, 800, 648, 920]
temperature-readings — [437, 20, 477, 46]
masthead-photo-1 — [8, 6, 194, 114]
